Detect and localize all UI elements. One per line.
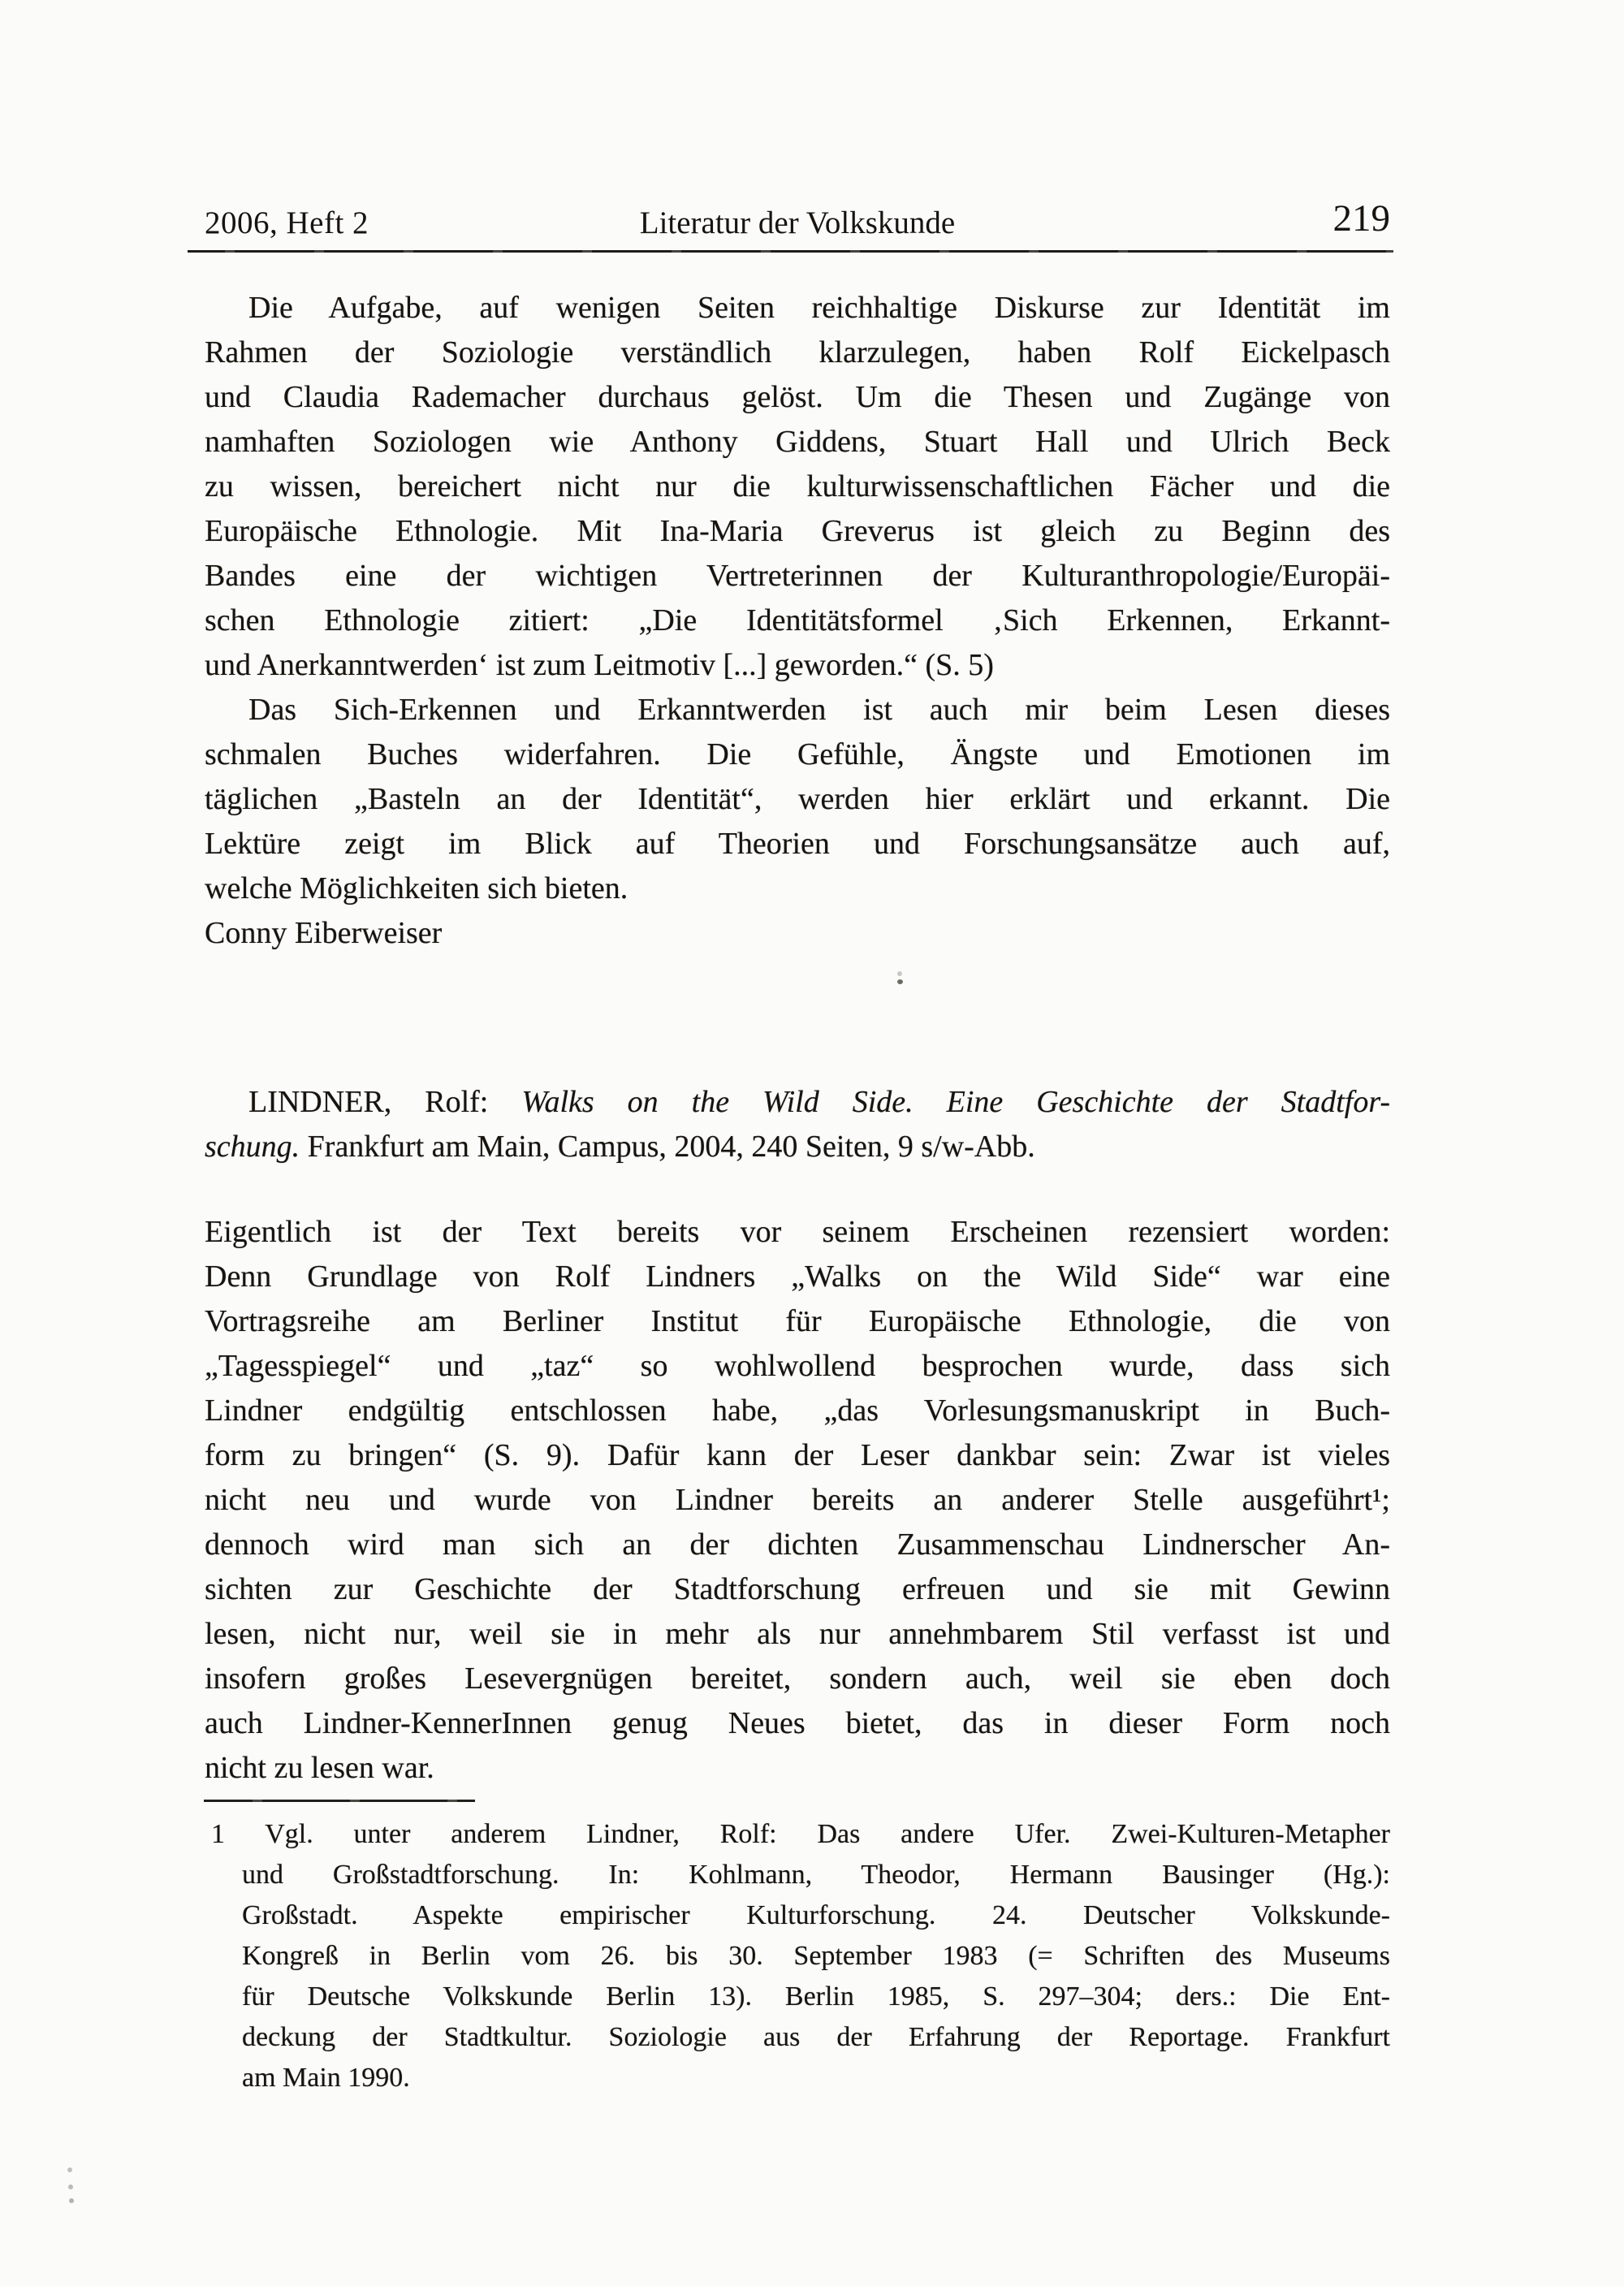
scan-artifact [897,971,902,976]
reviewer-signature: Conny Eiberweiser [205,916,443,950]
page-number: 219 [1332,197,1390,240]
text-line: und Claudia Rademacher durchaus gelöst. Um die Thesen und Zugänge von [205,380,1390,414]
review-lindner-text [205,1210,1390,1791]
text-line: Das Sich-Erkennen und Erkanntwerden ist auch mir beim Lesen dieses [248,693,1390,727]
text-line: Vortragsreihe am Berliner Institut für Europäische Ethnologie, die von [205,1304,1390,1338]
running-title: Literatur der Volkskunde [639,205,956,240]
text-line [205,1125,1390,1169]
text-line: für Deutsche Volkskunde Berlin 13). Berlin 1985, S. 297–304; ders.: Die Ent- [242,1981,1390,2012]
text-line: Eigentlich ist der Text bereits vor seinem Erscheinen rezensiert worden: [205,1215,1390,1249]
text-line: dennoch wird man sich an der dichten Zusammenschau Lindnerscher An- [205,1528,1390,1562]
paragraph-identitaet-2 [205,688,1390,911]
text-line: Lindner endgültig entschlossen habe, „das Vorlesungsmanuskript in Buch- [205,1394,1390,1428]
scan-artifact [69,2198,74,2203]
text-line: zu wissen, bereichert nicht nur die kulturwissenschaftlichen Fächer und die [205,469,1390,503]
scan-artifact [68,2184,73,2189]
text-line: Die Aufgabe, auf wenigen Seiten reichhaltige Diskurse zur Identität im [248,291,1390,325]
text-line: „Tagesspiegel“ und „taz“ so wohlwollend besprochen wurde, dass sich [205,1349,1390,1383]
text-line: form zu bringen“ (S. 9). Dafür kann der Leser dankbar sein: Zwar ist vieles [205,1438,1390,1472]
issue-label: 2006, Heft 2 [205,205,369,240]
review-lindner-heading [205,1080,1390,1169]
text-line: sichten zur Geschichte der Stadtforschung erfreuen und sie mit Gewinn [205,1572,1390,1606]
text-line: Bandes eine der wichtigen Vertreterinnen der Kulturanthropologie/Europäi- [205,559,1390,593]
header-rule [188,250,1393,253]
text-line: Rahmen der Soziologie verständlich klarzulegen, haben Rolf Eickelpasch [205,335,1390,369]
page-header [205,197,1390,244]
text-line: Europäische Ethnologie. Mit Ina-Maria Greverus ist gleich zu Beginn des [205,514,1390,548]
text-line: Lektüre zeigt im Blick auf Theorien und Forschungsansätze auch auf, [205,827,1390,861]
text-line: Denn Grundlage von Rolf Lindners „Walks on the Wild Side“ war eine [205,1260,1390,1294]
text-line: schmalen Buches widerfahren. Die Gefühle, Ängste und Emotionen im [205,737,1390,771]
footnote-1 [205,1814,1390,2098]
text-line: Kongreß in Berlin vom 26. bis 30. September 1983 (= Schriften des Museums [242,1941,1390,1971]
text-line: insofern großes Lesevergnügen bereitet, sondern auch, weil sie eben doch [205,1662,1390,1696]
text-line: nicht neu und wurde von Lindner bereits an anderer Stelle ausgeführt¹; [205,1483,1390,1517]
text-line: lesen, nicht nur, weil sie in mehr als nur annehmbarem Stil verfasst ist und [205,1617,1390,1651]
text-line [205,1080,1390,1125]
text-line: und Großstadtforschung. In: Kohlmann, Theodor, Hermann Bausinger (Hg.): [242,1860,1390,1890]
book-title-italic: Walks on the Wild Side. Eine Geschichte der Stadtfor- [521,1085,1390,1119]
text-line: auch Lindner-KennerInnen genug Neues bietet, das in dieser Form noch [205,1706,1390,1740]
text-line: 1 Vgl. unter anderem Lindner, Rolf: Das andere Ufer. Zwei-Kulturen-Metapher [211,1819,1390,1849]
footnote-separator [204,1800,475,1802]
review-eickelpasch-text [205,286,1390,956]
scan-artifact [67,2167,72,2172]
paragraph-identitaet-1 [205,286,1390,688]
text-line: deckung der Stadtkultur. Soziologie aus der Erfahrung der Reportage. Frankfurt [242,2022,1390,2052]
text-line: täglichen „Basteln an der Identität“, werden hier erklärt und erkannt. Die [205,782,1390,816]
text-line: am Main 1990. [242,2063,410,2093]
text-segment: LINDNER, Rolf: [248,1085,522,1119]
book-title-italic: schung. [205,1130,300,1164]
text-line: nicht zu lesen war. [205,1751,434,1785]
text-line: und Anerkanntwerden‘ ist zum Leitmotiv [...] geworden.“ (S. 5) [205,648,994,682]
scan-artifact [897,979,903,984]
text-segment: Frankfurt am Main, Campus, 2004, 240 Seiten, 9 s/w-Abb. [300,1130,1035,1164]
text-line: namhaften Soziologen wie Anthony Giddens, Stuart Hall und Ulrich Beck [205,425,1390,459]
text-line: schen Ethnologie zitiert: „Die Identitätsformel ‚Sich Erkennen, Erkannt- [205,603,1390,637]
text-line: Großstadt. Aspekte empirischer Kulturforschung. 24. Deutscher Volkskunde- [242,1900,1390,1930]
text-line: welche Möglichkeiten sich bieten. [205,871,628,905]
